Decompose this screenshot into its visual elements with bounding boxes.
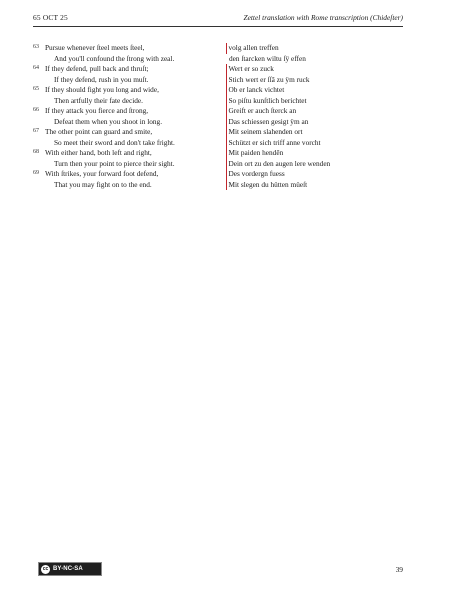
verse-number: 67 <box>33 128 39 134</box>
verse-line: With either hand, both left and right, <box>45 148 152 157</box>
transcription-line: Mit paiden hendẽn <box>226 148 409 159</box>
license-label: BY-NC-SA <box>53 566 83 572</box>
verse <box>33 169 233 190</box>
verse <box>33 127 233 148</box>
transcription-line: Stich wert er ſſã zu ÿm ruck <box>226 75 409 86</box>
verse-number: 66 <box>33 107 39 113</box>
transcription-line: Greift er auch ſterck an <box>226 106 409 117</box>
verse-line: Defeat them when you shoot in long. <box>54 116 163 126</box>
header-divider <box>33 26 403 27</box>
verse-line: If they should fight you long and wide, <box>45 85 159 94</box>
transcription-line: Dein ort zu den augen lere wenden <box>226 159 409 170</box>
verse-line: If they attack you fierce and ſtrong, <box>45 106 149 115</box>
verse <box>33 148 233 169</box>
transcription-line: Mit seinem slahenden ort <box>226 127 409 138</box>
verse-line: Turn then your point to pierce their sight. <box>54 158 175 168</box>
verse-number: 65 <box>33 86 39 92</box>
verse-number: 69 <box>33 170 39 176</box>
verse-line: That you may fight on to the end. <box>54 179 152 189</box>
verse-line: Pursue whenever ſteel meets ſteel, <box>45 43 145 52</box>
running-header-date: 65 OCT 25 <box>33 13 68 22</box>
transcription-line: Ob er lanck vichtet <box>226 85 409 96</box>
verse-line: If they defend, rush in you muſt. <box>54 74 149 84</box>
transcription-line: den ſtarcken wiltu ſÿ effen <box>229 53 306 63</box>
verse <box>33 64 233 85</box>
verse <box>33 106 233 127</box>
verse-number: 68 <box>33 149 39 155</box>
translation-column <box>33 43 233 190</box>
transcription-column <box>229 43 409 190</box>
transcription-line: Des vordergn fuess <box>226 169 409 180</box>
transcription-line: Das schiessen gesigt ÿm an <box>226 117 409 128</box>
verse <box>33 85 233 106</box>
verse-line: And you'll confound the ſtrong with zeal. <box>54 53 175 63</box>
creative-commons-icon: cc <box>42 566 49 572</box>
verse-line: Then artfully their fate decide. <box>54 95 143 105</box>
transcription-line: So piſtu kunſtlich berichtet <box>226 96 409 107</box>
page-number: 39 <box>395 565 403 574</box>
cc-license-badge[interactable] <box>38 562 102 576</box>
verse-line: With ſtrikes, your forward foot defend, <box>45 169 159 178</box>
transcription-line: Wert er so zuck <box>226 64 409 75</box>
transcription-line: Schützt er sich triff anne vorcht <box>226 138 409 149</box>
verse-line: The other point can guard and smite, <box>45 127 153 136</box>
transcription-line: Mit slegen du hütten müeſt <box>226 180 409 191</box>
verse-number: 64 <box>33 65 39 71</box>
verse <box>33 43 233 64</box>
verse-line: So meet their sword and don't take fright. <box>54 137 175 147</box>
verse-number: 63 <box>33 44 39 50</box>
running-header-title: Zettel translation with Rome transcription (Chideſter) <box>243 13 403 22</box>
transcription-line: volg allen treffen <box>226 43 409 54</box>
verse-line: If they defend, pull back and thruſt; <box>45 64 149 73</box>
